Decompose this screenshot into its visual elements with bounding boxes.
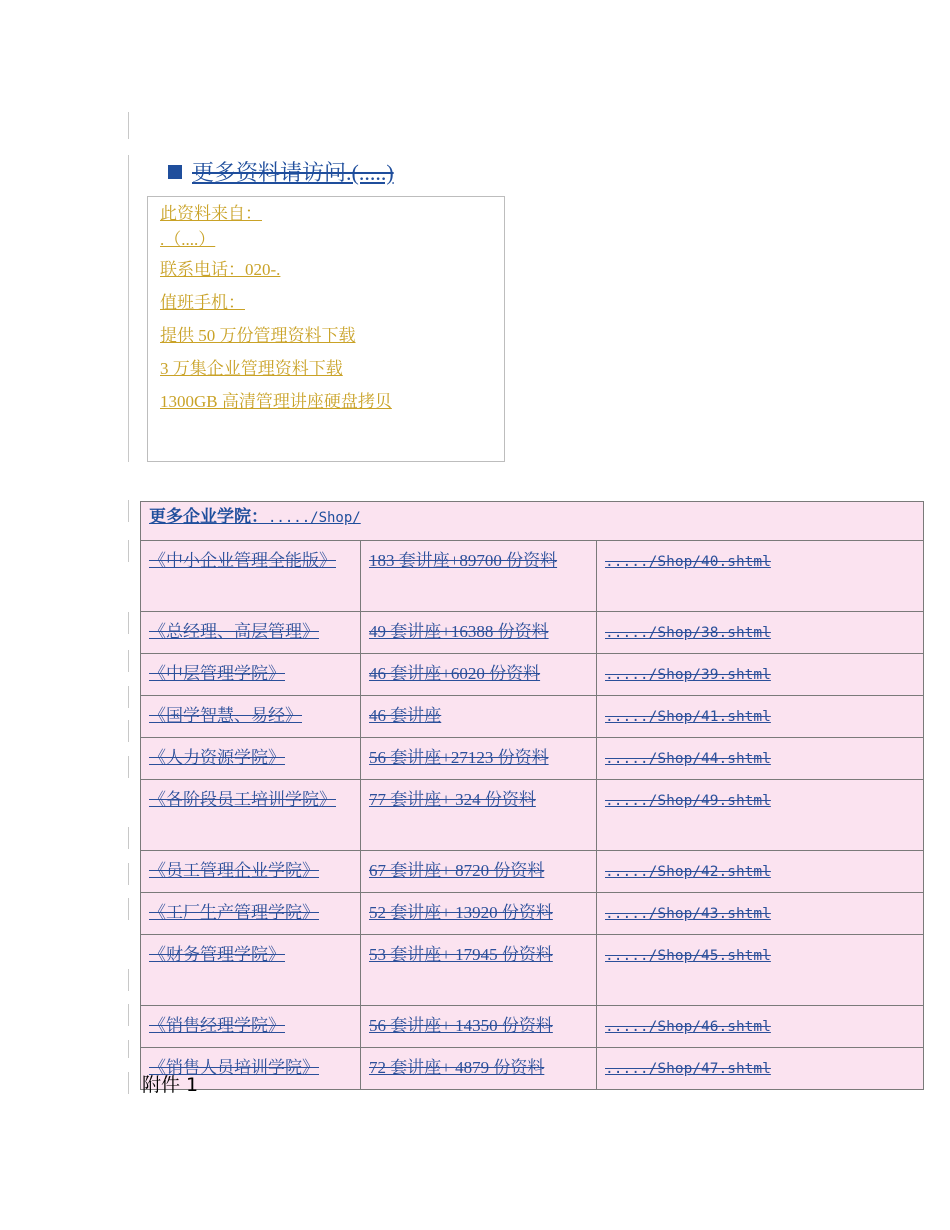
academy-desc-cell: [361, 935, 597, 1006]
academy-name-cell: [141, 851, 361, 893]
table-header-cell[interactable]: [141, 502, 924, 541]
academy-desc-link[interactable]: 49 套讲座+16388 份资料: [369, 622, 549, 641]
academy-url-cell: [597, 1006, 924, 1048]
academy-name-cell: [141, 935, 361, 1006]
academy-url-link[interactable]: ...../Shop/39.shtml: [605, 667, 771, 683]
table-row: [141, 612, 924, 654]
academy-desc-cell: [361, 696, 597, 738]
academy-desc-link[interactable]: 77 套讲座+ 324 份资料: [369, 790, 536, 809]
table-row: [141, 654, 924, 696]
margin-mark: [128, 1004, 129, 1026]
academy-desc-link[interactable]: 52 套讲座+ 13920 份资料: [369, 903, 553, 922]
academy-desc-link[interactable]: 46 套讲座: [369, 706, 442, 725]
info-mobile[interactable]: 值班手机：: [160, 293, 245, 312]
margin-mark: [128, 827, 129, 849]
academy-url-cell: [597, 612, 924, 654]
academy-url-cell: [597, 696, 924, 738]
margin-mark: [128, 1040, 129, 1058]
table-row: [141, 851, 924, 893]
heading-link[interactable]: 更多资料请访问.(.....): [192, 160, 394, 185]
margin-mark: [128, 686, 129, 708]
info-hd-lectures[interactable]: 1300GB 高清管理讲座硬盘拷贝: [160, 392, 392, 411]
academy-desc-link[interactable]: 53 套讲座+ 17945 份资料: [369, 945, 553, 964]
academy-name-link[interactable]: 《总经理、高层管理》: [149, 622, 319, 641]
academy-desc-cell: [361, 1048, 597, 1090]
academy-desc-cell: [361, 541, 597, 612]
academy-desc-link[interactable]: 67 套讲座+ 8720 份资料: [369, 861, 545, 880]
table-row: [141, 541, 924, 612]
academy-desc-link[interactable]: 56 套讲座+27123 份资料: [369, 748, 549, 767]
margin-mark: [128, 756, 129, 778]
academy-url-cell: [597, 541, 924, 612]
academy-desc-cell: [361, 738, 597, 780]
table-row: [141, 935, 924, 1006]
academy-name-cell: [141, 696, 361, 738]
margin-mark: [128, 540, 129, 562]
academy-name-cell: [141, 612, 361, 654]
academy-url-cell: [597, 780, 924, 851]
academy-url-link[interactable]: ...../Shop/44.shtml: [605, 751, 771, 767]
info-download-docs[interactable]: 提供 50 万份管理资料下载: [160, 326, 356, 345]
academy-name-link[interactable]: 《人力资源学院》: [149, 748, 285, 767]
academy-name-link[interactable]: 《中小企业管理全能版》: [149, 551, 336, 570]
academy-url-cell: [597, 893, 924, 935]
academy-name-link[interactable]: 《各阶段员工培训学院》: [149, 790, 336, 809]
academy-name-cell: [141, 893, 361, 935]
academy-name-cell: [141, 1006, 361, 1048]
academy-name-cell: [141, 541, 361, 612]
academy-name-cell: [141, 780, 361, 851]
attachment-label: 附件 1: [142, 1074, 199, 1096]
info-source-label[interactable]: 此资料来自：: [160, 204, 262, 223]
academy-url-link[interactable]: ...../Shop/47.shtml: [605, 1061, 771, 1077]
academy-url-link[interactable]: ...../Shop/40.shtml: [605, 554, 771, 570]
academy-name-link[interactable]: 《员工管理企业学院》: [149, 861, 319, 880]
academy-url-link[interactable]: ...../Shop/42.shtml: [605, 864, 771, 880]
margin-mark: [128, 1072, 129, 1094]
academy-name-link[interactable]: 《销售人员培训学院》: [149, 1058, 319, 1077]
table-row: [141, 1006, 924, 1048]
academy-name-cell: [141, 654, 361, 696]
academy-url-link[interactable]: ...../Shop/43.shtml: [605, 906, 771, 922]
academy-url-cell: [597, 1048, 924, 1090]
academy-name-link[interactable]: 《财务管理学院》: [149, 945, 285, 964]
academy-name-cell: [141, 738, 361, 780]
margin-mark: [128, 863, 129, 885]
info-download-sets[interactable]: 3 万集企业管理资料下载: [160, 359, 343, 378]
header-link[interactable]: ...../Shop/: [268, 510, 361, 526]
academy-url-link[interactable]: ...../Shop/41.shtml: [605, 709, 771, 725]
academy-desc-link[interactable]: 183 套讲座+89700 份资料: [369, 551, 558, 570]
academy-url-cell: [597, 935, 924, 1006]
table-row: [141, 1048, 924, 1090]
academy-desc-cell: [361, 780, 597, 851]
academy-desc-cell: [361, 612, 597, 654]
academy-url-link[interactable]: ...../Shop/45.shtml: [605, 948, 771, 964]
header-label: 更多企业学院：: [149, 507, 268, 526]
table-header-row: [141, 502, 924, 541]
margin-mark: [128, 898, 129, 920]
info-box: [147, 196, 505, 462]
info-phone[interactable]: 联系电话：020-.: [160, 260, 281, 279]
academy-url-cell: [597, 851, 924, 893]
academy-url-link[interactable]: ...../Shop/49.shtml: [605, 793, 771, 809]
table-row: [141, 738, 924, 780]
margin-mark: [128, 969, 129, 991]
square-bullet-icon: [168, 165, 182, 179]
academy-url-cell: [597, 738, 924, 780]
table-row: [141, 893, 924, 935]
academy-url-link[interactable]: ...../Shop/46.shtml: [605, 1019, 771, 1035]
table-row: [141, 696, 924, 738]
margin-mark: [128, 155, 129, 462]
academy-name-link[interactable]: 《中层管理学院》: [149, 664, 285, 683]
academy-url-link[interactable]: ...../Shop/38.shtml: [605, 625, 771, 641]
margin-mark: [128, 650, 129, 672]
academy-name-link[interactable]: 《工厂生产管理学院》: [149, 903, 319, 922]
academy-desc-cell: [361, 851, 597, 893]
margin-mark: [128, 500, 129, 522]
margin-mark: [128, 720, 129, 742]
academy-desc-link[interactable]: 46 套讲座+6020 份资料: [369, 664, 541, 683]
academy-table: [140, 501, 924, 1090]
academy-name-link[interactable]: 《国学智慧、易经》: [149, 706, 302, 725]
academy-desc-cell: [361, 893, 597, 935]
academy-name-link[interactable]: 《销售经理学院》: [149, 1016, 285, 1035]
academy-desc-cell: [361, 654, 597, 696]
page-heading: [168, 156, 394, 187]
info-source-link[interactable]: .（....）: [160, 230, 216, 249]
academy-desc-link[interactable]: 56 套讲座+ 14350 份资料: [369, 1016, 553, 1035]
margin-mark: [128, 112, 129, 139]
table-row: [141, 780, 924, 851]
academy-desc-cell: [361, 1006, 597, 1048]
margin-mark: [128, 612, 129, 634]
academy-url-cell: [597, 654, 924, 696]
academy-desc-link[interactable]: 72 套讲座+ 4879 份资料: [369, 1058, 545, 1077]
